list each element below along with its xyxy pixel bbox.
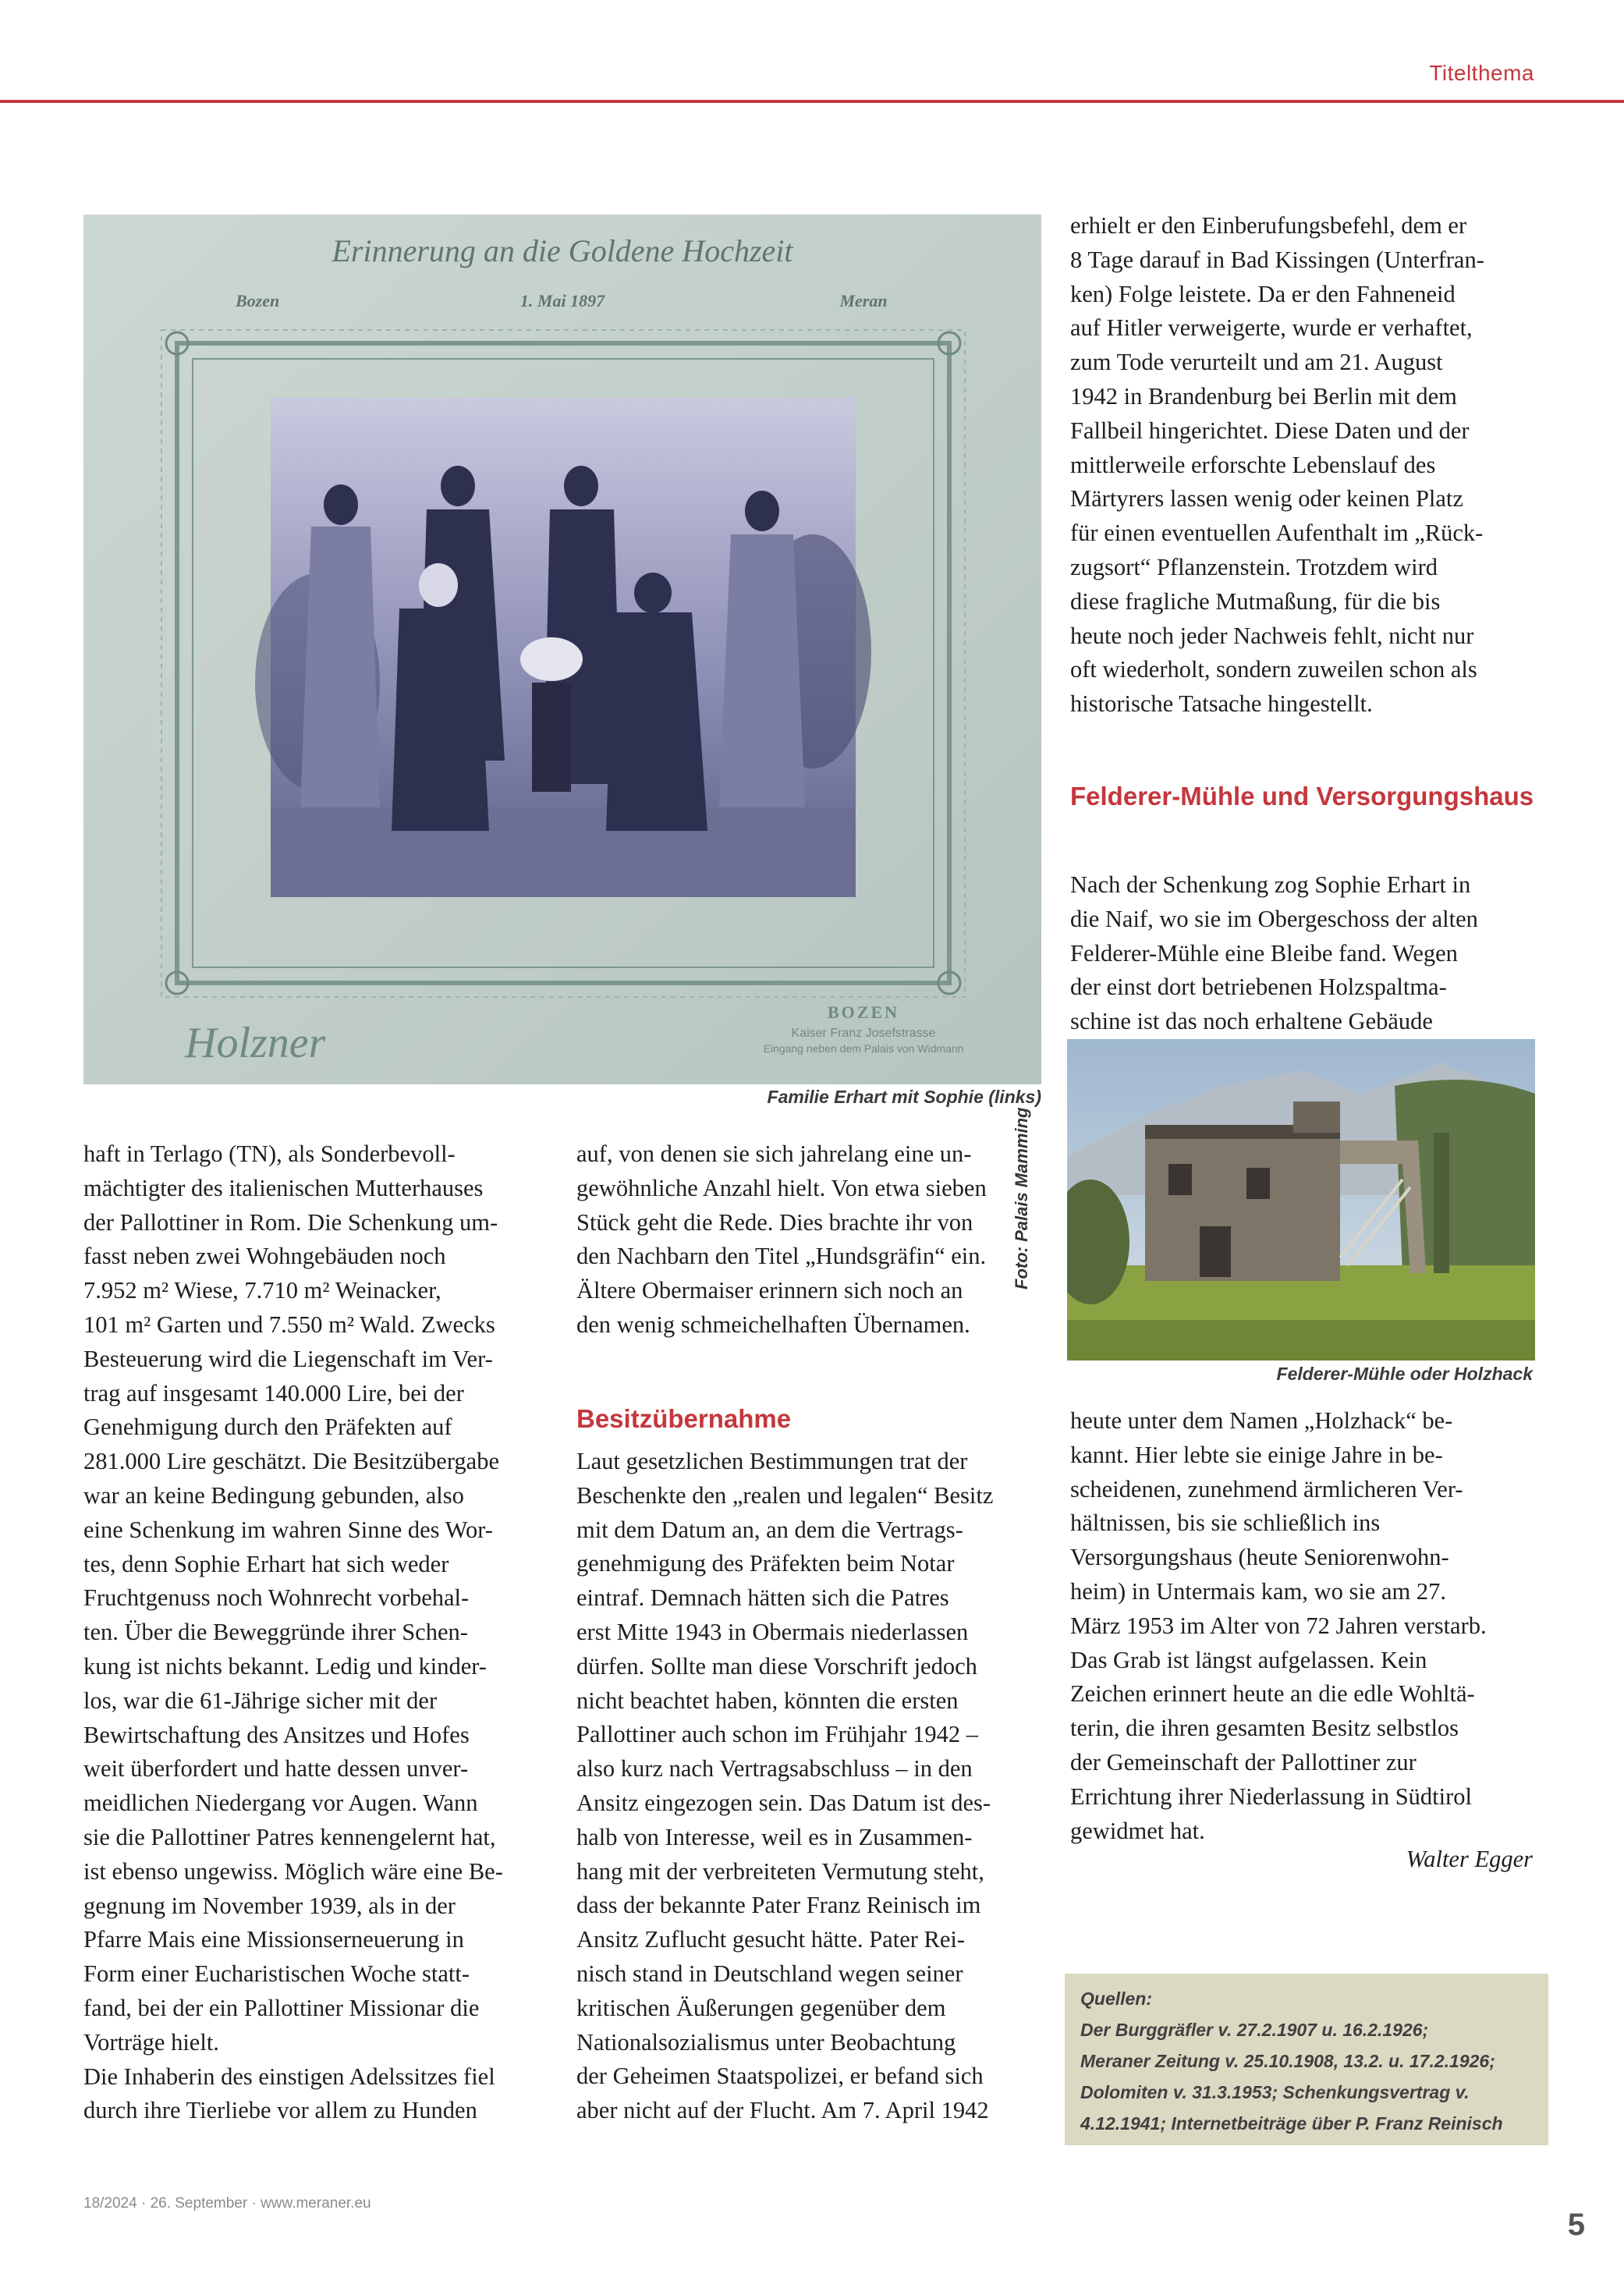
section-label: Titelthema: [1429, 61, 1534, 85]
sources-box: [1065, 1974, 1548, 2145]
mill-photo-caption: Felderer-Mühle oder Holzhack: [1276, 1364, 1533, 1384]
card-studio-street: Kaiser Franz Josefstrasse: [791, 1027, 936, 1040]
card-title: Erinnerung an die Goldene Hochzeit: [332, 233, 793, 268]
footer-meta: 18/2024 · 26. September · www.meraner.eu: [83, 2195, 371, 2212]
column-c-bottom: heute unter dem Namen „Holzhack“ be- kannt. Hier lebte sie einige Jahre in be- scheidenen, zunehmend ärmlicheren Ver- hältnissen, bis sie schließlich ins Versorgungshaus (heute Seniorenwohn- heim) in Untermais kam, wo sie am 27. März 1953 im Alter von 72 Jahren verstarb. Das Grab ist längst aufgelassen. Kein Zeichen erinnert heute an die edle Wohltä- terin, die ihren gesamten Besitz selbstlos der Gemeinschaft der Pallottiner zur Errichtung ihrer Niederlassung in Südtirol gewidmet hat.: [1070, 1407, 1487, 1844]
column-b-main: Laut gesetzlichen Bestimmungen trat der Beschenkte den „realen und legalen“ Besitz mit dem Datum an, an dem die Vertrags- genehmigung des Präfekten beim Notar eintraf. Demnach hätten sich die Patres erst Mitte 1943 in Obermais niederlassen dürfen. Sollte man diese Vorschrift jedoch nicht beachtet haben, könnten die ersten Pallottiner auch schon im Frühjahr 1942 – also kurz nach Vertragsabschluss – in den Ansitz eingezogen sein. Das Datum ist des- halb von Interesse, weil es in Zusammen- hang mit der verbreiteten Vermutung steht, dass der bekannte Pater Franz Reinisch im Ansitz Zuflucht gesucht hätte. Pater Rei- nisch stand in Deutschland wegen seiner kritischen Äußerungen gegenüber dem Nationalsozialismus unter Beobachtung der Geheimen Staatspolizei, er befand sich aber nicht auf der Flucht. Am 7. April 1942: [576, 1448, 994, 2124]
card-signature: Holzner: [185, 1019, 326, 1067]
column-c-mid: Nach der Schenkung zog Sophie Erhart in die Naif, wo sie im Obergeschoss der alten Felderer-Mühle eine Bleibe fand. Wegen der einst dort betriebenen Holzspaltma- schine ist das noch erhaltene Gebäude: [1070, 871, 1478, 1035]
sources-list: Der Burggräfler v. 27.2.1907 u. 16.2.1926; Meraner Zeitung v. 25.10.1908, 13.2. u. 17.2.1926; Dolomiten v. 31.3.1953; Schenkungsvertrag v. 4.12.1941; Internetbeiträge über P. Franz Reinisch: [1080, 2020, 1503, 2134]
author-name: Walter Egger: [1406, 1846, 1533, 1872]
mill-photo: [1067, 1039, 1535, 1360]
card-place-left: Bozen: [236, 291, 280, 310]
card-studio-entrance: Eingang neben dem Palais von Widmann: [763, 1042, 964, 1055]
column-c-top: erhielt er den Einberufungsbefehl, dem er 8 Tage darauf in Bad Kissingen (Unterfran- ken) Folge leistete. Da er den Fahneneid auf Hitler verweigerte, wurde er verhaftet, zum Tode verurteilt und am 21. August 1942 in Brandenburg bei Berlin mit dem Fallbeil hingerichtet. Diese Daten und der mittlerweile erforschte Lebenslauf des Märtyrers lassen wenig oder keinen Platz für einen eventuellen Aufenthalt im „Rück- zugsort“ Pflanzenstein. Trotzdem wird diese fragliche Mutmaßung, für die bis heute noch jeder Nachweis fehlt, nicht nur oft wiederholt, sondern zuweilen schon als historische Tatsache hingestellt.: [1070, 212, 1484, 718]
heading-besitzuebernahme: Besitzübernahme: [576, 1404, 792, 1433]
photo-credit: Foto: Palais Mamming: [1012, 1107, 1031, 1289]
column-b-intro: auf, von denen sie sich jahrelang eine un- gewöhnliche Anzahl hielt. Von etwa sieben Stück geht die Rede. Dies brachte ihr von den Nachbarn den Titel „Hundsgräfin“ ein. Ältere Obermaiser erinnern sich noch an den wenig schmeichelhaften Übernamen.: [576, 1140, 987, 1338]
header-rule: [0, 100, 1624, 103]
card-place-right: Meran: [839, 291, 888, 310]
family-photo: [83, 215, 1041, 1084]
page-number: 5: [1567, 2208, 1585, 2242]
family-photo-caption: Familie Erhart mit Sophie (links): [767, 1087, 1041, 1107]
card-studio-city: BOZEN: [827, 1002, 900, 1022]
card-date: 1. Mai 1897: [519, 291, 605, 310]
column-a-text: haft in Terlago (TN), als Sonderbevoll- mächtigter des italienischen Mutterhauses der Pallottiner in Rom. Die Schenkung um- fasst neben zwei Wohngebäuden noch 7.952 m² Wiese, 7.710 m² Weinacker, 101 m² Garten und 7.550 m² Wald. Zwecks Besteuerung wird die Liegenschaft im Ver- trag auf insgesamt 140.000 Lire, bei der Genehmigung durch den Präfekten auf 281.000 Lire geschätzt. Die Besitzübergabe war an keine Bedingung gebunden, also eine Schenkung im wahren Sinne des Wor- tes, denn Sophie Erhart hat sich weder Fruchtgenuss noch Wohnrecht vorbehal- ten. Über die Beweggründe ihrer Schen- kung ist nichts bekannt. Ledig und kinder- los, war die 61-Jährige sicher mit der Bewirtschaftung des Ansitzes und Hofes weit überfordert und hatte dessen unver- meidlichen Niedergang vor Augen. Wann sie die Pallottiner Patres kennengelernt hat, ist ebenso ungewiss. Möglich wäre eine Be- gegnung im November 1939, als in der Pfarre Mais eine Missionserneuerung in Form einer Eucharistischen Woche statt- fand, bei der ein Pallottiner Missionar die Vorträge hielt. Die Inhaberin des einstigen Adelssitzes fiel durch ihre Tierliebe vor allem zu Hunden: [83, 1140, 503, 2124]
heading-felderer-muehle: Felderer-Mühle und Versorgungshaus: [1070, 782, 1534, 811]
sources-title: Quellen:: [1080, 1988, 1153, 2009]
